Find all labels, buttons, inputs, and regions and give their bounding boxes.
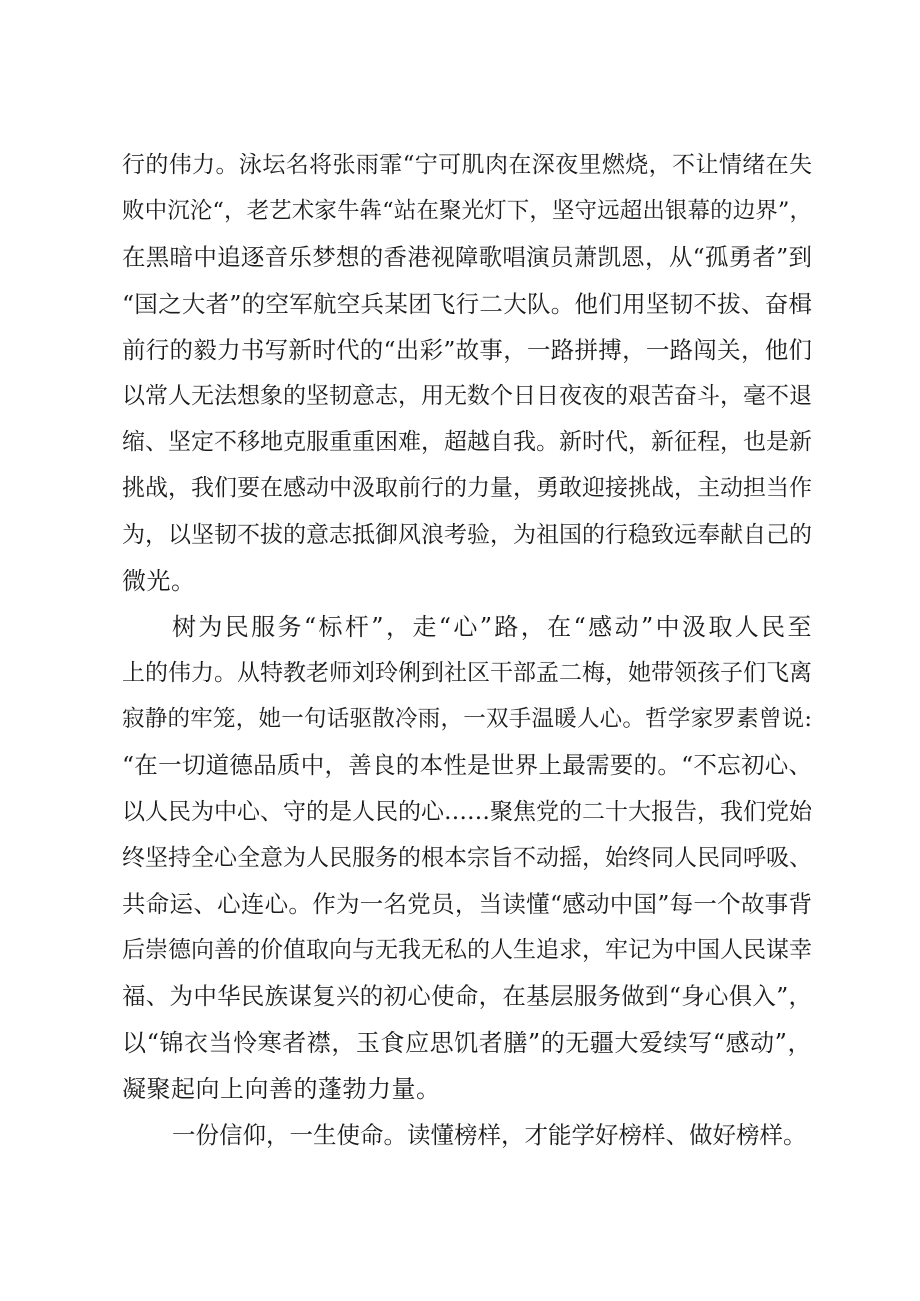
text-line: 以人民为中心、守的是人民的心……聚焦党的二十大报告，我们党始 (122, 798, 812, 825)
text-line: 行的伟力。泳坛名将张雨霏“宁可肌肉在深夜里燃烧，不让情绪在失 (122, 152, 812, 178)
body-text (122, 142, 812, 1158)
text-line: 凝聚起向上向善的蓬勃力量。 (122, 1074, 441, 1103)
text-line: 福、为中华民族谋复兴的初心使命，在基层服务做到“身心俱入”， (122, 982, 812, 1011)
text-line: “国之大者”的空军航空兵某团飞行二大队。他们用坚韧不拔、奋楫 (122, 289, 812, 318)
paragraph-start-line: 一份信仰，一生使命。读懂榜样，才能学好榜样、做好榜样。 (172, 1120, 807, 1149)
text-line: 败中沉沦“，老艺术家牛犇“站在聚光灯下，坚守远超出银幕的边界”， (122, 198, 812, 225)
text-line: 挑战，我们要在感动中汲取前行的力量，勇敢迎接挑战，主动担当作 (122, 475, 812, 502)
text-line: 缩、坚定不移地克服重重困难，超越自我。新时代，新征程，也是新 (122, 429, 812, 456)
text-line: 在黑暗中追逐音乐梦想的香港视障歌唱演员萧凯恩，从“孤勇者”到 (122, 243, 812, 272)
text-line: 以常人无法想象的坚韧意志，用无数个日日夜夜的艰苦奋斗，毫不退 (122, 382, 812, 409)
paragraph-start-line: 树为民服务“标杆”，走“心”路，在“感动”中汲取人民至 (172, 612, 812, 641)
text-line: 终坚持全心全意为人民服务的根本宗旨不动摇，始终同人民同呼吸、 (122, 844, 812, 871)
text-line: 为，以坚韧不拔的意志抵御风浪考验，为祖国的行稳致远奉献自己的 (122, 521, 812, 548)
text-line: 寂静的牢笼，她一句话驱散冷雨，一双手温暖人心。哲学家罗素曾说: (122, 706, 812, 733)
text-line: 共命运、心连心。作为一名党员，当读懂“感动中国”每一个故事背 (122, 890, 812, 918)
text-line: 前行的毅力书写新时代的“出彩”故事，一路拼搏，一路闯关，他们 (122, 335, 812, 364)
text-line: 微光。 (122, 566, 196, 595)
text-line: 以“锦衣当怜寒者襟，玉食应思饥者膳”的无疆大爱续写“感动”， (122, 1028, 812, 1057)
text-line: 后崇德向善的价值取向与无我无私的人生追求，牢记为中国人民谋幸 (122, 937, 812, 964)
text-line: “在一切道德品质中，善良的本性是世界上最需要的。“不忘初心、 (122, 751, 812, 780)
text-line: 上的伟力。从特教老师刘玲俐到社区干部孟二梅，她带领孩子们飞离 (122, 660, 812, 687)
